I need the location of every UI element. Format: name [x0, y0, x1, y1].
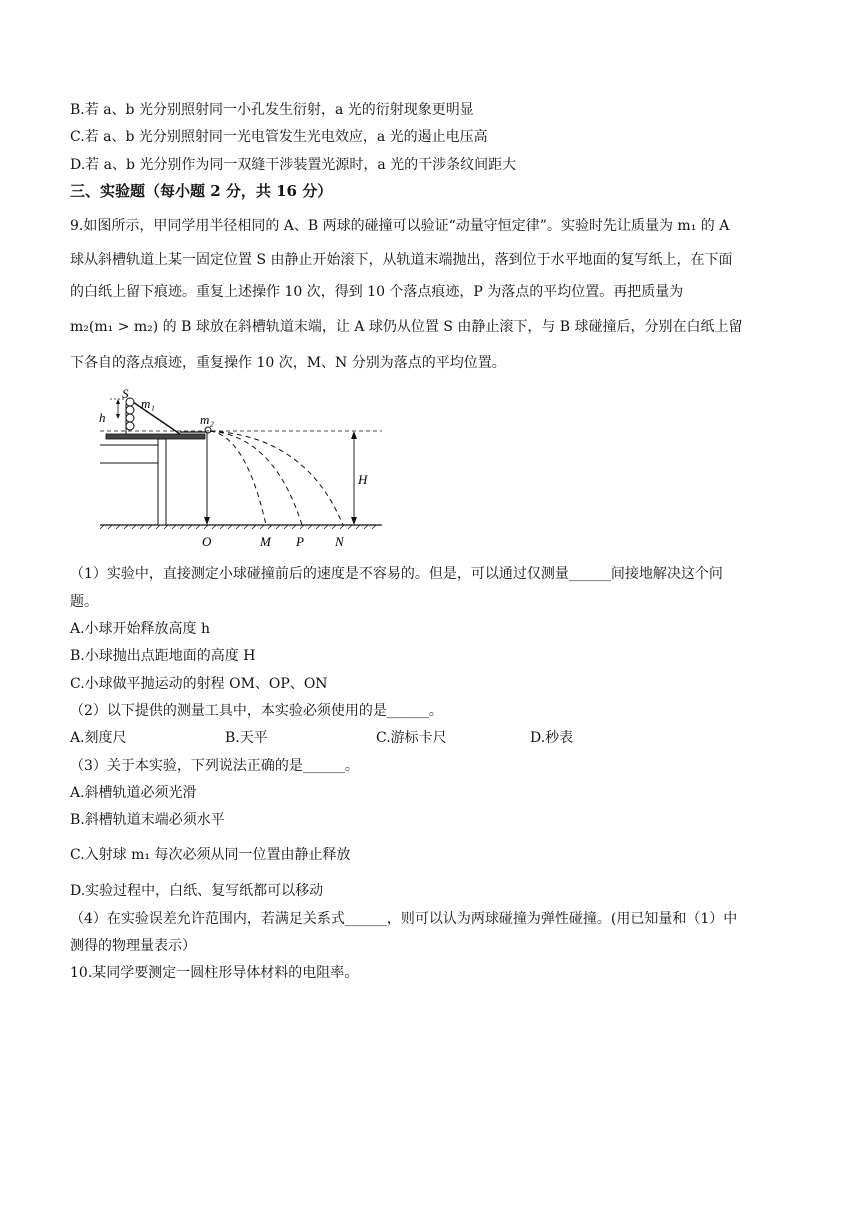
- subquestion-1-line-1: （1）实验中，直接测定小球碰撞前后的速度是不容易的。但是，可以通过仅测量______间接地解决这个问: [70, 566, 723, 582]
- label-m2: m₂: [200, 412, 214, 427]
- incline-chute: [130, 400, 180, 434]
- subquestion-2-options: [70, 728, 770, 748]
- question-9-line-3: 的白纸上留下痕迹。重复上述操作 10 次，得到 10 个落点痕迹，P 为落点的平均位置。再把质量为: [70, 284, 684, 300]
- subquestion-2: （2）以下提供的测量工具中，本实验必须使用的是______。: [70, 703, 443, 719]
- ball-stack-2: [126, 406, 134, 414]
- trajectory-n: [210, 431, 343, 525]
- q2-option-c: C.游标卡尺: [376, 730, 447, 746]
- subquestion-3-option-b: B.斜槽轨道末端必须水平: [70, 812, 225, 828]
- subquestion-4-line-1: （4）在实验误差允许范围内，若满足关系式______，则可以认为两球碰撞为弹性碰撞。(用已知量和（1）中: [70, 911, 738, 927]
- subquestion-1-option-a: A.小球开始释放高度 h: [70, 621, 211, 637]
- label-h: h: [99, 410, 106, 425]
- ball-stack-4: [126, 422, 134, 430]
- section-heading: 三、实验题（每小题 2 分，共 16 分）: [70, 182, 333, 200]
- subquestion-3-option-d: D.实验过程中，白纸、复写纸都可以移动: [70, 883, 324, 899]
- label-S: S: [122, 388, 129, 401]
- table-leg: [158, 439, 166, 525]
- label-m1: m₁: [141, 396, 155, 411]
- subquestion-3: （3）关于本实验，下列说法正确的是______。: [70, 758, 359, 774]
- label-N: N: [335, 534, 344, 549]
- label-M: M: [260, 534, 271, 549]
- subquestion-3-option-c: C.入射球 m₁ 每次必须从同一位置由静止释放: [70, 847, 351, 863]
- experiment-figure: [96, 388, 396, 553]
- trajectory-p: [210, 431, 302, 525]
- plumb-arrow: [204, 517, 210, 525]
- label-H: H: [358, 472, 368, 487]
- ball-m2: [205, 427, 211, 433]
- label-O: O: [202, 534, 212, 549]
- subquestion-1-option-b: B.小球抛出点距地面的高度 H: [70, 648, 256, 664]
- question-9-line-1: 9.如图所示，甲同学用半径相同的 A、B 两球的碰撞可以验证“动量守恒定律”。实验时先让质量为 m₁ 的 A: [70, 218, 730, 234]
- option-d-previous: D.若 a、b 光分别作为同一双缝干涉装置光源时，a 光的干涉条纹间距大: [70, 157, 517, 173]
- question-10: 10.某同学要测定一圆柱形导体材料的电阻率。: [70, 965, 359, 981]
- option-c-previous: C.若 a、b 光分别照射同一光电管发生光电效应，a 光的遏止电压高: [70, 129, 488, 145]
- label-P: P: [296, 534, 304, 549]
- h-arrow-down: [116, 414, 120, 419]
- subquestion-1-line-2: 题。: [70, 594, 98, 610]
- trajectory-m: [210, 431, 266, 525]
- question-9-line-4: m₂(m₁ > m₂) 的 B 球放在斜槽轨道末端，让 A 球仍从位置 S 由静止滚下，与 B 球碰撞后，分别在白纸上留: [70, 319, 743, 335]
- subquestion-3-option-a: A.斜槽轨道必须光滑: [70, 785, 197, 801]
- H-arrow-up: [351, 431, 357, 439]
- option-b-previous: B.若 a、b 光分别照射同一小孔发生衍射，a 光的衍射现象更明显: [70, 102, 474, 118]
- q2-option-b: B.天平: [225, 730, 268, 746]
- q2-option-d: D.秒表: [530, 730, 574, 746]
- H-arrow-down: [351, 517, 357, 525]
- question-9-line-5: 下各自的落点痕迹，重复操作 10 次，M、N 分别为落点的平均位置。: [70, 355, 506, 371]
- track-base-plate: [106, 434, 205, 439]
- h-arrow-up: [116, 399, 120, 404]
- ball-stack-3: [126, 414, 134, 422]
- subquestion-4-line-2: 测得的物理量表示）: [70, 938, 196, 954]
- question-9-line-2: 球从斜槽轨道上某一固定位置 S 由静止开始滚下，从轨道末端抛出，落到位于水平地面的复写纸上，在下面: [70, 252, 733, 268]
- q2-option-a: A.刻度尺: [70, 730, 127, 746]
- subquestion-1-option-c: C.小球做平抛运动的射程 OM、OP、ON: [70, 676, 328, 692]
